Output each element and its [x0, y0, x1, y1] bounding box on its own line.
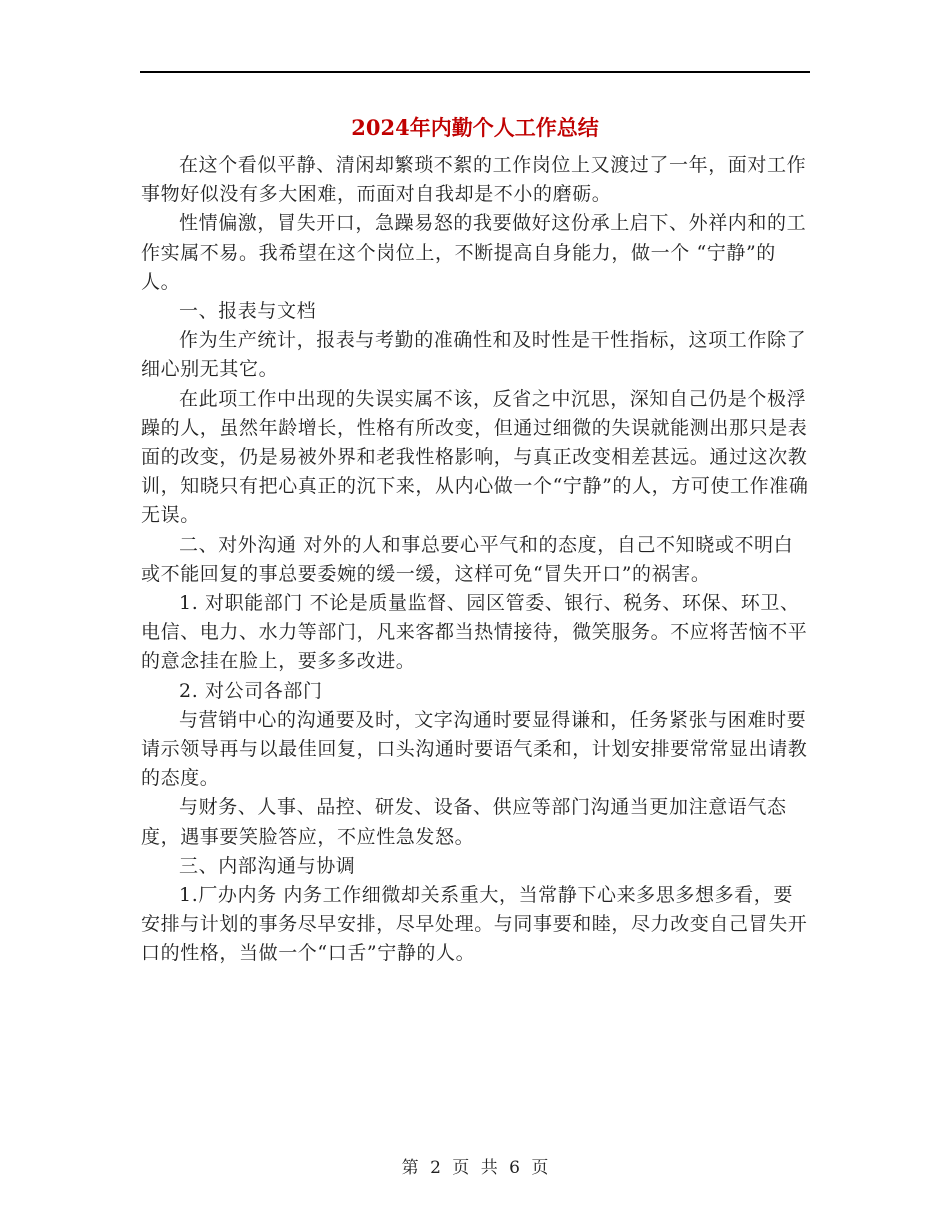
document-body: [141, 151, 810, 969]
section-heading: 一、报表与文档: [179, 300, 317, 323]
page-footer: 第 2 页 共 6 页: [401, 1158, 549, 1178]
paragraph: 作为生产统计，报表与考勤的准确性和及时性是干性指标，这项工作除了细心别无其它。: [141, 329, 807, 381]
paragraph: 与财务、人事、品控、研发、设备、供应等部门沟通当更加注意语气态度，遇事要笑脸答应，不应性急发怒。: [141, 796, 787, 848]
header-rule: [140, 71, 810, 73]
paragraph: 二、对外沟通 对外的人和事总要心平气和的态度，自己不知晓或不明白或不能回复的事总要委婉的缓一缓，这样可免“冒失开口”的祸害。: [141, 533, 794, 585]
paragraph: 在此项工作中出现的失误实属不该，反省之中沉思，深知自己仍是个极浮躁的人，虽然年龄增长，性格有所改变，但通过细微的失误就能测出那只是表面的改变，仍是易被外界和老我性格影响，与真正改变相差甚远。通过这次教训，知晓只有把心真正的沉下来，从内心做一个“宁静”的人，方可使工作准确无误。: [141, 387, 809, 527]
paragraph: 1.厂办内务 内务工作细微却关系重大，当常静下心来多思多想多看，要安排与计划的事务尽早安排，尽早处理。与同事要和睦，尽力改变自己冒失开口的性格，当做一个“口舌”宁静的人。: [141, 884, 808, 965]
subheading: 2. 对公司各部门: [179, 679, 323, 702]
paragraph: 与营销中心的沟通要及时，文字沟通时要显得谦和，任务紧张与困难时要请示领导再与以最佳回复，口头沟通时要语气柔和，计划安排要常常显出请教的态度。: [141, 708, 808, 790]
document-title: 2024年内勤个人工作总结: [351, 115, 599, 140]
section-heading: 三、内部沟通与协调: [179, 854, 356, 877]
paragraph: 在这个看似平静、清闲却繁琐不絮的工作岗位上又渡过了一年，面对工作事物好似没有多大困难，而面对自我却是不小的磨砺。: [141, 154, 807, 206]
paragraph: 1. 对职能部门 不论是质量监督、园区管委、银行、税务、环保、环卫、电信、电力、水力等部门，凡来客都当热情接待，微笑服务。不应将苦恼不平的意念挂在脸上，要多多改进。: [141, 592, 808, 673]
paragraph: 性情偏激，冒失开口，急躁易怒的我要做好这份承上启下、外祥内和的工作实属不易。我希望在这个岗位上，不断提高自身能力，做一个 “宁静”的人。: [141, 212, 807, 293]
